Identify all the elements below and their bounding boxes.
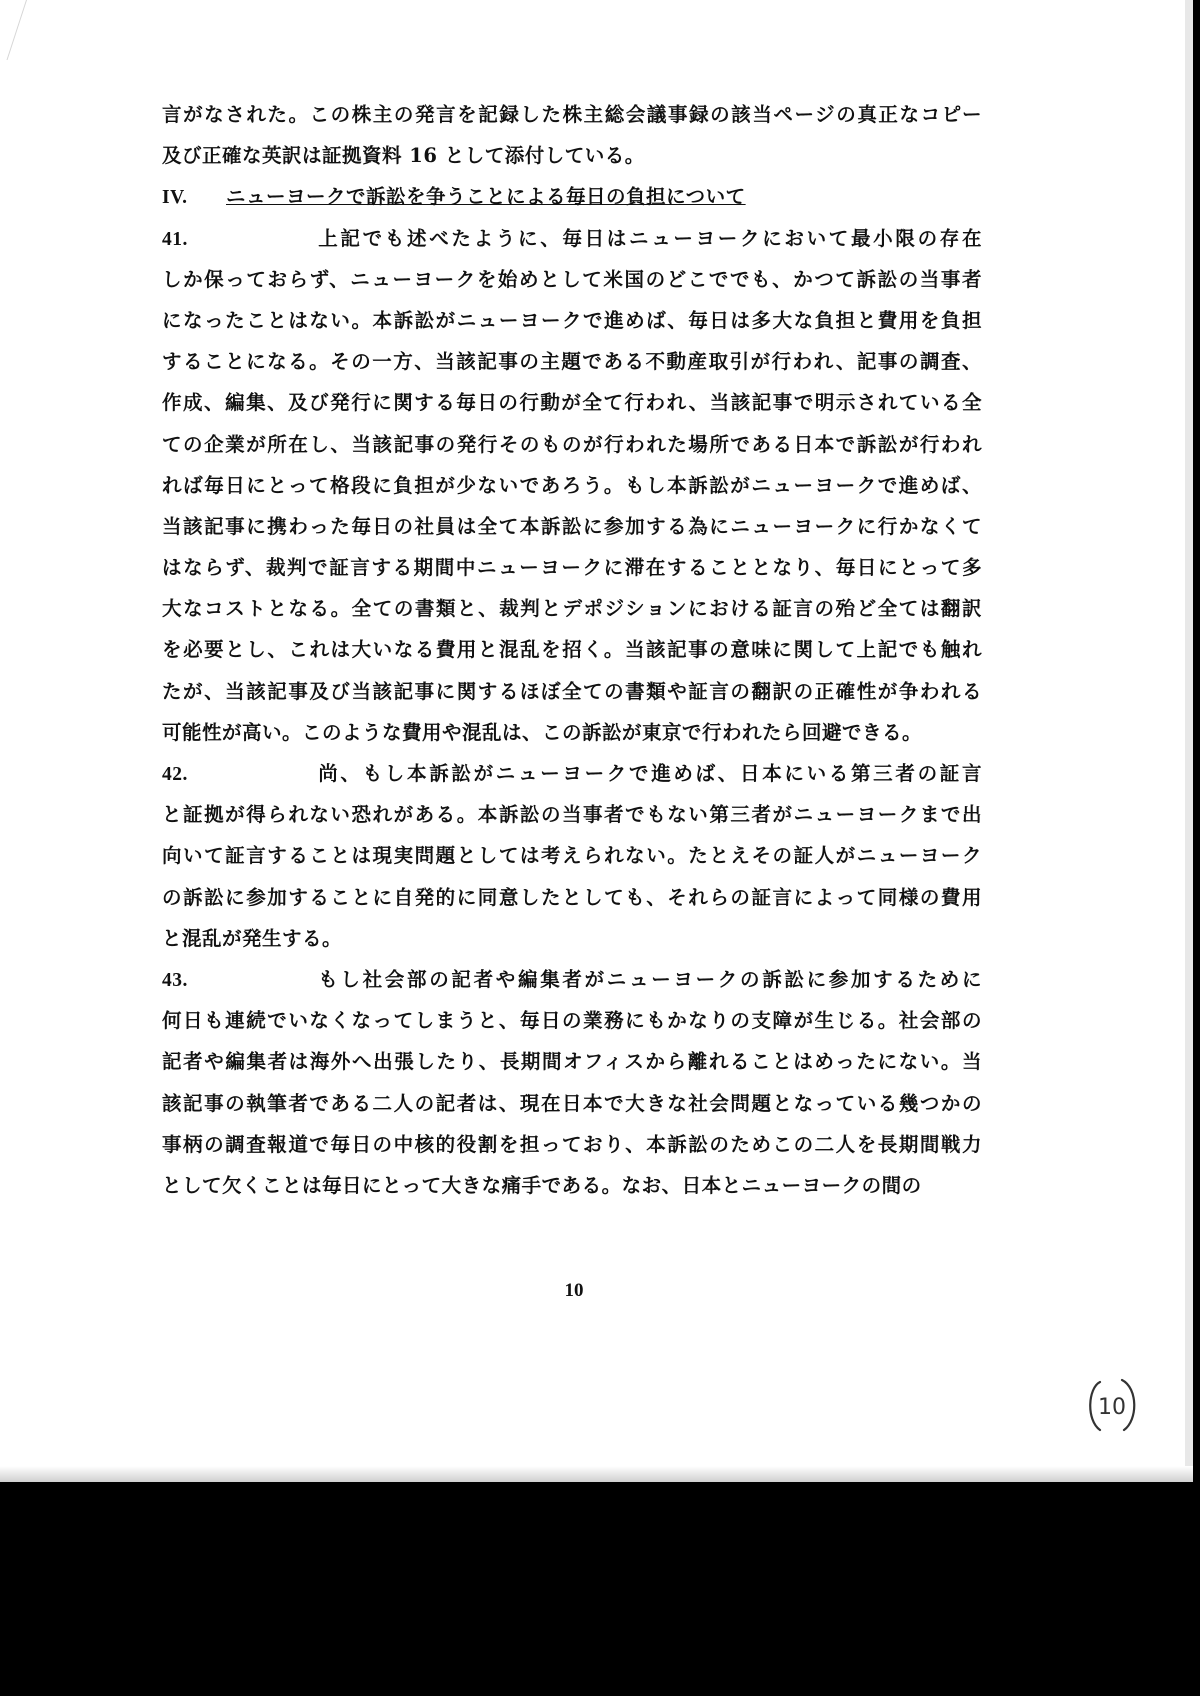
body-line: たが、当該記事及び当該記事に関するほぼ全ての書類や証言の翻訳の正確性が争われる: [162, 679, 982, 703]
body-line: 可能性が高い。このような費用や混乱は、この訴訟が東京で行われたら回避できる。: [162, 720, 923, 744]
paragraph-number: 41.: [162, 228, 188, 250]
body-line: 及び正確な英訳は証拠資料 16 として添付している。: [162, 144, 645, 168]
page-right-edge: [1185, 0, 1193, 1482]
body-line: はならず、裁判で証言する期間中ニューヨークに滞在することとなり、毎日にとって多: [162, 556, 982, 580]
paragraph-first-line: [162, 753, 982, 794]
page-edge-shadow: [0, 0, 27, 60]
page-bottom-shadow: [0, 1466, 1193, 1482]
body-line: 言がなされた。この株主の発言を記録した株主総会議事録の該当ページの真正なコピー: [162, 103, 982, 126]
body-line: を必要とし、これは大いなる費用と混乱を招く。当該記事の意味に関して上記でも触れ: [162, 638, 982, 662]
body-line: と証拠が得られない恐れがある。本訴訟の当事者でもない第三者がニューヨークまで出: [162, 803, 982, 827]
body-line: しか保っておらず、ニューヨークを始めとして米国のどこででも、かつて訴訟の当事者: [162, 267, 982, 291]
body-line: 事柄の調査報道で毎日の中核的役割を担っており、本訴訟のためこの二人を長期間戦力: [162, 1132, 982, 1156]
paragraph-number: 42.: [162, 764, 188, 785]
body-line: 該記事の執筆者である二人の記者は、現在日本で大きな社会問題となっている幾つかの: [162, 1091, 982, 1115]
body-line: することになる。その一方、当該記事の主題である不動産取引が行われ、記事の調査、: [162, 350, 982, 374]
body-line: 大なコストとなる。全ての書類と、裁判とデポジションにおける証言の殆ど全ては翻訳: [162, 597, 982, 621]
paragraph-first-line: [162, 959, 982, 1000]
body-line-text: もし社会部の記者や編集者がニューヨークの訴訟に参加するために: [316, 967, 982, 991]
body-line: と混乱が発生する。: [162, 926, 343, 950]
body-line: 記者や編集者は海外へ出張したり、長期間オフィスから離れることはめったにない。当: [162, 1050, 982, 1074]
body-line: 作成、編集、及び発行に関する毎日の行動が全て行われ、当該記事で明示されている全: [162, 391, 982, 415]
body-line: ての企業が所在し、当該記事の発行そのものが行われた場所である日本で訴訟が行われ: [162, 432, 982, 456]
document-body: [162, 94, 982, 1206]
body-line: 何日も連続でいなくなってしまうと、毎日の業務にもかなりの支障が生じる。社会部の: [162, 1009, 982, 1033]
section-heading: [162, 176, 982, 217]
body-line: れば毎日にとって格段に負担が少ないであろう。もし本訴訟がニューヨークで進めば、: [162, 473, 982, 497]
page-number: 10: [564, 1280, 584, 1301]
body-line: として欠くことは毎日にとって大きな痛手である。なお、日本とニューヨークの間の: [162, 1173, 922, 1197]
section-title: ニューヨークで訴訟を争うことによる毎日の負担について: [226, 185, 746, 209]
handwritten-page-mark: [1086, 1376, 1138, 1434]
section-number: IV.: [162, 187, 188, 209]
body-line-text: 上記でも述べたように、毎日はニューヨークにおいて最小限の存在: [316, 226, 982, 250]
body-line: の訴訟に参加することに自発的に同意したとしても、それらの証言によって同様の費用: [162, 885, 982, 909]
body-line: 向いて証言することは現実問題としては考えられない。たとえその証人がニューヨーク: [162, 844, 982, 868]
body-line: 当該記事に携わった毎日の社員は全て本訴訟に参加する為にニューヨークに行かなくて: [162, 514, 982, 538]
handwritten-page-mark-text: 10: [1098, 1395, 1126, 1420]
paragraph-first-line: [162, 218, 982, 259]
paragraph-number: 43.: [162, 969, 188, 991]
body-line-text: 尚、もし本訴訟がニューヨークで進めば、日本にいる第三者の証言: [316, 762, 982, 785]
body-line: になったことはない。本訴訟がニューヨークで進めば、毎日は多大な負担と費用を負担: [162, 308, 982, 332]
